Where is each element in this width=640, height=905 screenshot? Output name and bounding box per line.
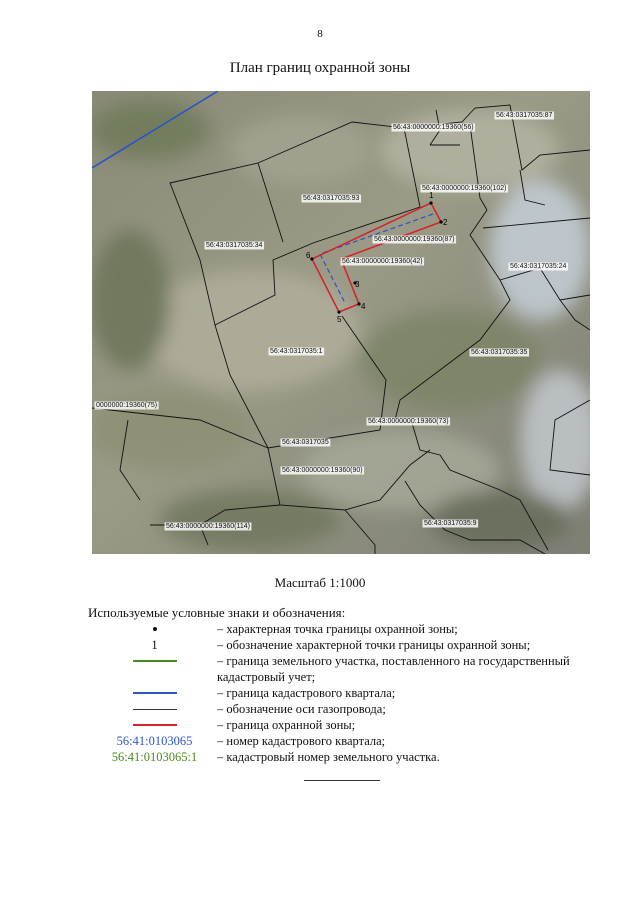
map-label-text: 56:43:0317035:93 [303,195,360,202]
parcel-border-symbol [133,660,177,662]
characteristic-point-number: 3 [355,280,360,289]
characteristic-point-number: 6 [306,251,311,260]
map-label-text: 56:43:0000000:19360(56) [393,124,474,131]
map-label [281,439,331,447]
legend-text: – кадастровый номер земельного участка. [217,750,440,764]
legend-text: – характерная точка границы охранной зоны; [217,622,458,636]
quarter-number-symbol: 56:41:0103065 [116,734,193,748]
point-symbol [153,627,157,631]
map-label [421,185,508,193]
map-label [470,349,530,357]
map-label-text: 56:43:0317035:34 [206,242,263,249]
legend-item-quarter-border [92,685,612,701]
map-label-text: 56:43:0000000:19360(87) [374,236,455,243]
cadastral-map [92,91,590,554]
map-label [423,520,479,528]
characteristic-point-number: 2 [443,218,448,227]
map-label [281,467,365,475]
legend-item-parcel-border [92,653,612,685]
map-label-text: 56:43:0000000:19360(73) [368,418,449,425]
map-label [373,236,457,244]
legend-item-zone-border [92,717,612,733]
bottom-rule [304,780,380,781]
page-title: План границ охранной зоны [229,60,411,76]
map-label-text: 56:43:0317035:87 [496,112,553,119]
map-label-text: 56:43:0000000:19360(114) [166,523,250,530]
map-label [495,112,555,120]
map-label [509,263,569,271]
characteristic-point-marker [337,310,340,313]
legend-item-point [92,621,612,637]
parcel-number-symbol: 56:41:0103065:1 [111,750,198,764]
characteristic-point-number: 4 [361,302,366,311]
legend-item-quarter-number [92,733,612,749]
map-label [392,124,476,132]
map-label-text: 56:43:0317035:35 [471,349,528,356]
point-number-symbol: 1 [151,638,158,652]
map-label-text: 0000000:19360(75) [96,402,158,409]
map-label-text: 56:43:0000000:19360(102) [422,185,507,192]
scale-label: Масштаб 1:1000 [274,575,366,590]
legend-text: – граница кадастрового квартала; [217,686,396,700]
zone-border-symbol [133,724,177,726]
map-label [165,523,252,531]
map-label-text: 56:43:0000000:19360(90) [282,467,363,474]
map-label-text: 56:43:0317035 [282,439,329,446]
map-label-text: 56:43:0000000:19360(42) [342,258,423,265]
legend-text: – граница охранной зоны; [217,718,356,732]
legend-text: – граница земельного участка, поставленного на государственный кадастровый учет; [217,654,570,684]
characteristic-point-number: 5 [337,315,342,324]
characteristic-point-marker [429,201,432,204]
map-label [205,242,265,250]
legend-item-point-number [92,637,612,653]
legend-title: Используемые условные знаки и обозначения: [88,605,346,620]
quarter-border-symbol [133,692,177,694]
legend-text: – обозначение характерной точки границы охранной зоны; [217,638,531,652]
page-number: 8 [317,28,323,40]
map-label [269,348,325,356]
legend [92,621,612,765]
map-label-text: 56:43:0317035:24 [510,263,567,270]
map-label-text: 56:43:0317035:9 [424,520,477,527]
map-label-text: 56:43:0317035:1 [270,348,323,355]
legend-text: – номер кадастрового квартала; [217,734,386,748]
characteristic-point-number: 1 [429,191,434,200]
legend-item-pipeline-axis [92,701,612,717]
legend-text: – обозначение оси газопровода; [217,702,386,716]
map-label [95,402,159,410]
characteristic-point-marker [310,257,313,260]
legend-item-parcel-number [92,749,612,765]
map-label [367,418,451,426]
map-label [302,195,362,203]
map-label [341,258,425,266]
pipeline-axis-symbol [133,709,177,710]
